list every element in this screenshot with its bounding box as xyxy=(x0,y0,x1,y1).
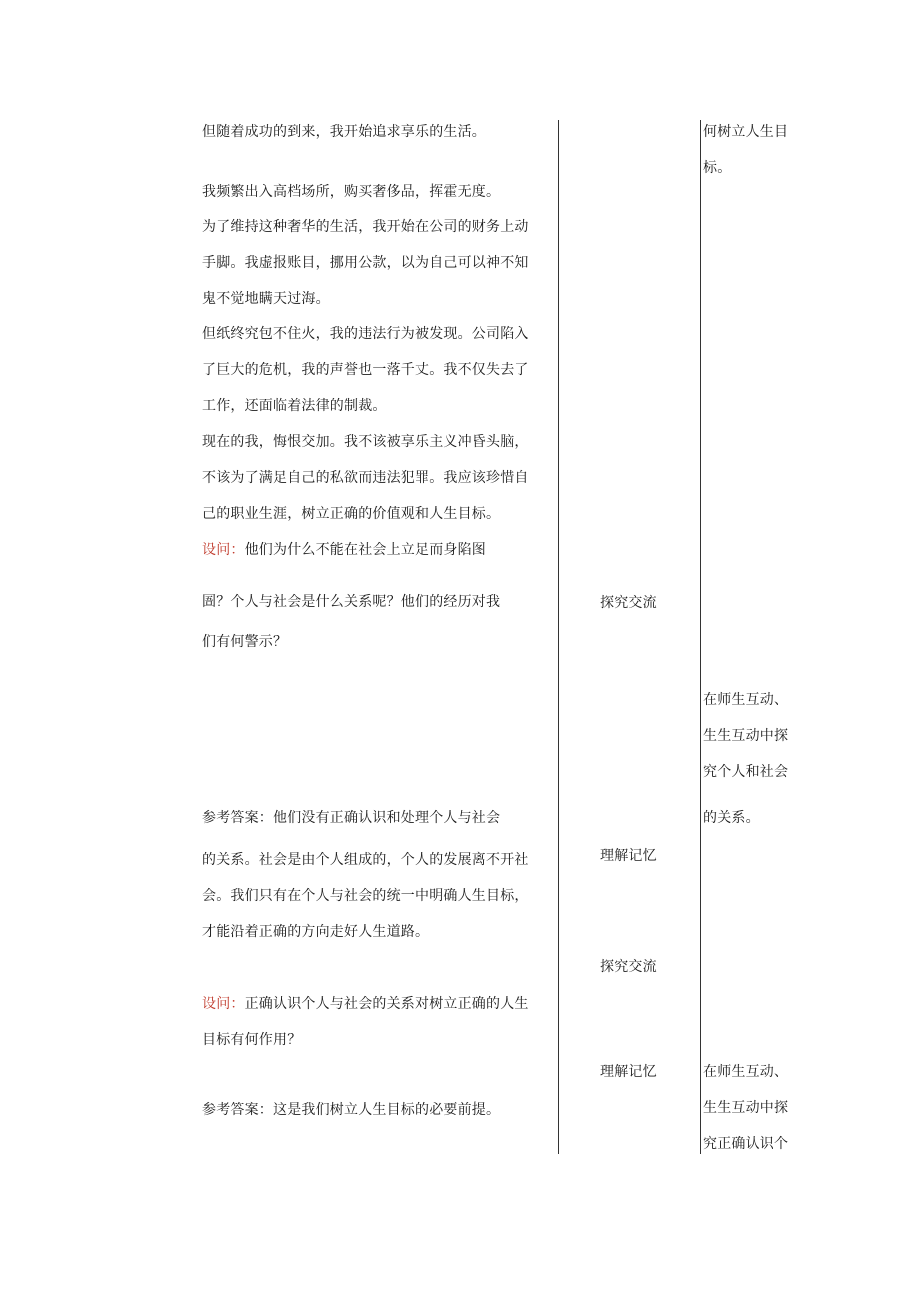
narrative-line: 但纸终究包不住火，我的违法行为被发现。公司陷入 xyxy=(202,326,529,342)
activity-label: 理解记忆 xyxy=(600,848,657,864)
intent-line: 生生互动中探 xyxy=(703,728,789,744)
question-text: 正确认识个人与社会的关系对树立正确的人生 xyxy=(244,996,529,1012)
question-1-line: 圄？个人与社会是什么关系呢？他们的经历对我 xyxy=(202,594,501,610)
narrative-line: 工作，还面临着法律的制裁。 xyxy=(202,398,387,414)
question-label: 设问： xyxy=(202,996,245,1012)
column-divider-left xyxy=(558,120,559,1154)
intent-line: 何树立人生目 xyxy=(703,124,789,140)
narrative-line: 鬼不觉地瞒天过海。 xyxy=(202,291,330,307)
column-divider-right xyxy=(700,120,701,1154)
narrative-line: 不该为了满足自己的私欲而违法犯罪。我应该珍惜自 xyxy=(202,470,529,486)
question-label: 设问： xyxy=(202,542,245,558)
question-2 xyxy=(202,994,529,1014)
intent-line: 生生互动中探 xyxy=(703,1100,789,1116)
activity-label: 探究交流 xyxy=(600,595,657,611)
answer-1-line: 会。我们只有在个人与社会的统一中明确人生目标， xyxy=(202,888,529,904)
activity-label: 理解记忆 xyxy=(600,1064,657,1080)
narrative-line: 手脚。我虚报账目，挪用公款，以为自己可以神不知 xyxy=(202,255,529,271)
intent-line: 在师生互动、 xyxy=(703,692,789,708)
activity-label: 探究交流 xyxy=(600,959,657,975)
answer-1-line: 才能沿着正确的方向走好人生道路。 xyxy=(202,924,430,940)
question-1-line: 们有何警示？ xyxy=(202,634,288,650)
question-2-line: 目标有何作用？ xyxy=(202,1032,302,1048)
intent-line: 标。 xyxy=(703,160,732,176)
narrative-line: 现在的我，悔恨交加。我不该被享乐主义冲昏头脑， xyxy=(202,434,529,450)
narrative-line: 我频繁出入高档场所，购买奢侈品，挥霍无度。 xyxy=(202,184,501,200)
answer-1-line: 的关系。社会是由个人组成的，个人的发展离不开社 xyxy=(202,852,529,868)
intent-line: 在师生互动、 xyxy=(703,1064,789,1080)
intent-line: 究正确认识个 xyxy=(703,1136,789,1152)
answer-1-line: 参考答案：他们没有正确认识和处理个人与社会 xyxy=(202,810,501,826)
question-1 xyxy=(202,540,486,560)
narrative-line: 为了维持这种奢华的生活，我开始在公司的财务上动 xyxy=(202,219,529,235)
answer-2-line: 参考答案：这是我们树立人生目标的必要前提。 xyxy=(202,1102,501,1118)
narrative-line: 了巨大的危机，我的声誉也一落千丈。我不仅失去了 xyxy=(202,362,529,378)
narrative-line: 但随着成功的到来，我开始追求享乐的生活。 xyxy=(202,124,486,140)
intent-line: 究个人和社会 xyxy=(703,764,789,780)
narrative-line: 己的职业生涯，树立正确的价值观和人生目标。 xyxy=(202,506,501,522)
question-text: 他们为什么不能在社会上立足而身陷图 xyxy=(244,542,487,558)
intent-line: 的关系。 xyxy=(703,810,760,826)
